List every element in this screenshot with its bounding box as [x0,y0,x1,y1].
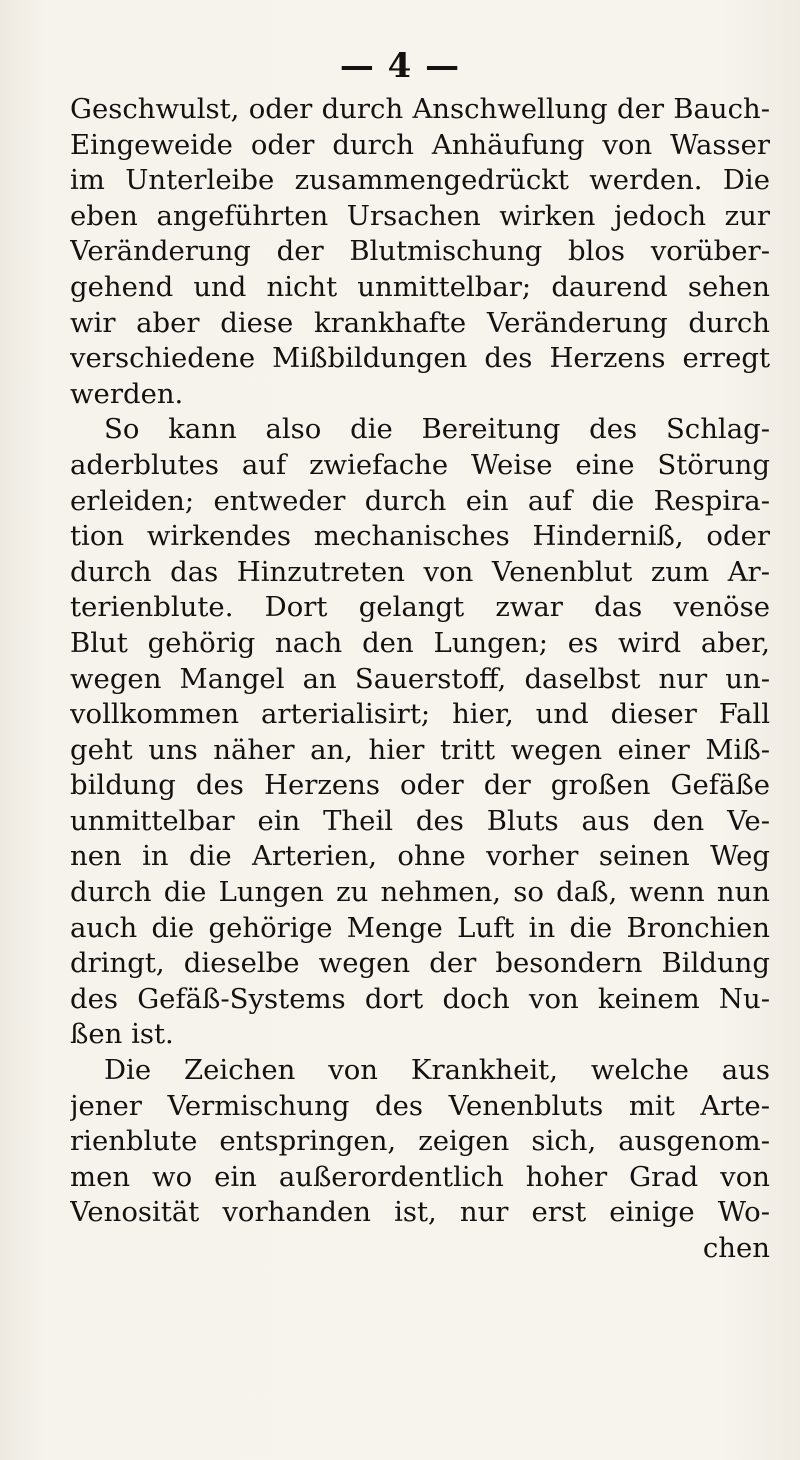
text-line: wir aber diese krankhafte Veränderung durch [70,306,770,339]
catchword: chen [702,1232,770,1264]
text-line: unmittelbar ein Theil des Bluts aus den Ve- [70,804,770,837]
text-line: durch die Lungen zu nehmen, so daß, wenn nun [70,876,770,909]
text-line: durch das Hinzutreten von Venenblut zum Ar- [70,555,770,588]
text-line: verschiedene Mißbildungen des Herzens erregt [70,342,770,375]
text-line: Veränderung der Blutmischung blos vorüber- [70,235,770,268]
paragraph-1 [70,92,770,412]
text-line: So kann also die Bereitung des Schlag- [104,413,770,446]
text-line: Venosität vorhanden ist, nur erst einige Wo- [70,1196,770,1229]
text-line: gehend und nicht unmittelbar; daurend sehen [70,270,770,303]
text-line: Eingeweide oder durch Anhäufung von Wasser [70,128,770,161]
text-line: im Unterleibe zusammengedrückt werden. Die [70,164,770,197]
text-line: jener Vermischung des Venenbluts mit Arte- [70,1089,770,1122]
text-line: rienblute entspringen, zeigen sich, ausgenom- [70,1125,770,1158]
text-line: Die Zeichen von Krankheit, welche aus [104,1054,770,1087]
text-line: wegen Mangel an Sauerstoff, daselbst nur un- [70,662,770,695]
text-line: eben angeführten Ursachen wirken jedoch zur [70,199,770,232]
body-text [70,92,770,1267]
text-line: Geschwulst, oder durch Anschwellung der Bauch- [70,93,770,125]
paragraph-3 [70,1053,770,1231]
text-line: vollkommen arterialisirt; hier, und dieser Fall [70,698,770,731]
text-line: ßen ist. [70,1018,174,1051]
page-number: — 4 — [339,46,461,86]
text-line: dringt, dieselbe wegen der besondern Bildung [70,947,770,980]
text-line: nen in die Arterien, ohne vorher seinen Weg [70,840,770,873]
text-line: erleiden; entweder durch ein auf die Respira- [70,484,770,517]
text-line: aderblutes auf zwiefache Weise eine Störung [70,448,770,481]
text-line: Blut gehörig nach den Lungen; es wird aber, [70,626,770,659]
text-line: geht uns näher an, hier tritt wegen einer Miß- [70,733,770,766]
paragraph-2 [70,412,770,1053]
text-line: werden. [70,377,184,410]
text-line: tion wirkendes mechanisches Hinderniß, oder [70,520,770,553]
text-line: terienblute. Dort gelangt zwar das venöse [70,591,770,624]
text-line: bildung des Herzens oder der großen Gefäße [70,769,770,802]
text-line: des Gefäß-Systems dort doch von keinem Nu- [70,982,770,1015]
text-line: auch die gehörige Menge Luft in die Bronchien [70,911,770,944]
text-line: men wo ein außerordentlich hoher Grad von [70,1160,770,1193]
